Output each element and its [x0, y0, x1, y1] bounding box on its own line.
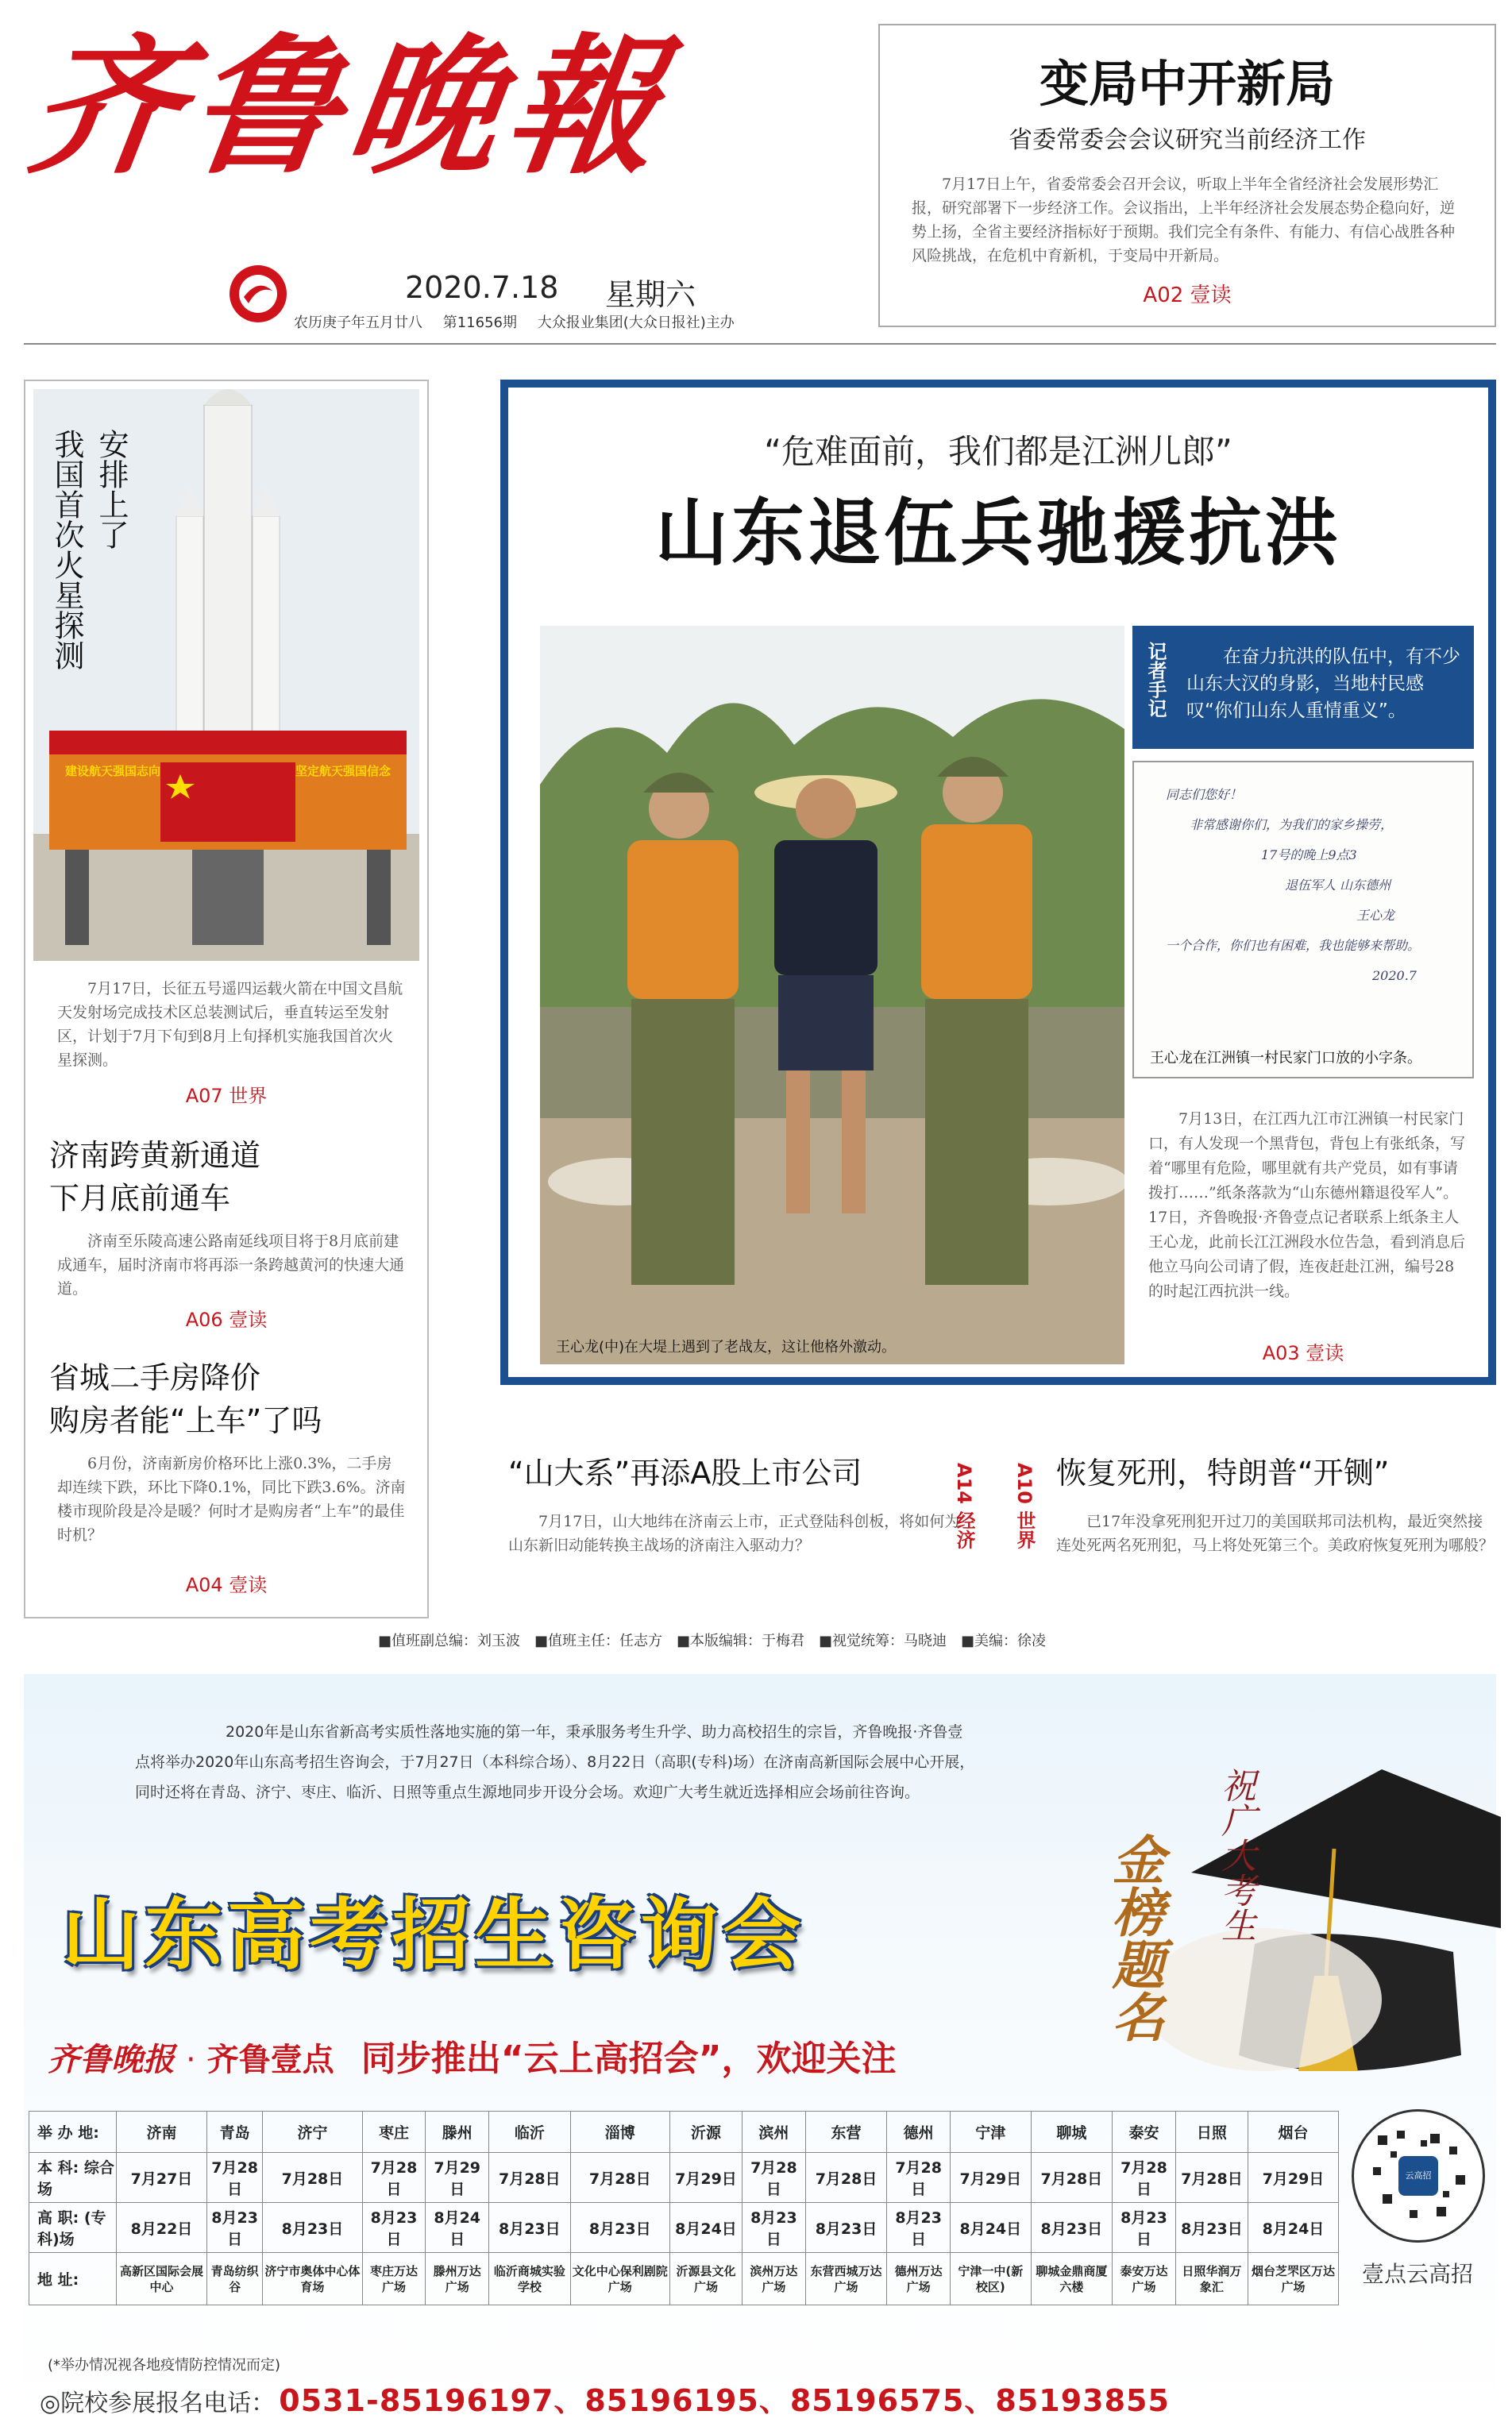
- reporter-notes: [1132, 626, 1474, 749]
- soldier-right: [921, 757, 1032, 1285]
- ad-title: 山东高考招生咨询会: [62, 1890, 806, 1981]
- left-column: [24, 380, 429, 1618]
- ad-wish: 祝广大考生: [1215, 1768, 1256, 1942]
- schedule-cell: 文化中心保利剧院广场: [570, 2253, 669, 2305]
- schedule-cell: 沂源: [669, 2112, 742, 2153]
- bridge-body: 济南至乐陵高速公路南延线项目将于8月底前建成通车，届时济南市将再添一条跨越黄河的快速大通道。: [57, 1232, 405, 1298]
- editor-credits: ■值班副总编：刘玉波 ■值班主任：任志方 ■本版编辑：于梅君 ■视觉统筹：马晓迪 ■美编：徐凌: [378, 1633, 1047, 1649]
- schedule-cell: 7月28日: [206, 2153, 262, 2203]
- schedule-cell: 8月23日: [1113, 2203, 1176, 2253]
- lunar-date: 农历庚子年五月廿八: [294, 314, 422, 331]
- schedule-row-vocational: [29, 2203, 1339, 2253]
- masthead-divider: [24, 343, 1496, 345]
- schedule-cell: 8月24日: [951, 2203, 1032, 2253]
- shanda-body: 7月17日，山大地纬在济南云上市，正式登陆科创板，将如何为山东新旧动能转换主战场的济南注入驱动力？: [508, 1513, 960, 1554]
- schedule-cell: 德州: [887, 2112, 951, 2153]
- handwriting-line: 退伍军人 山东德州: [1285, 878, 1391, 893]
- schedule-cell: 临沂: [489, 2112, 571, 2153]
- soldier-left: [627, 773, 739, 1285]
- housing-tag[interactable]: A04 壹读: [185, 1574, 268, 1596]
- schedule-cell: 滕州: [426, 2112, 489, 2153]
- shanda-story[interactable]: [508, 1448, 969, 1557]
- bridge-story[interactable]: [49, 1134, 260, 1220]
- mars-title-line-1: 安排上了: [94, 429, 129, 550]
- phone-numbers[interactable]: 0531-85196197、85196195、85196575、85193855: [279, 2383, 1170, 2418]
- schedule-cell: 8月24日: [669, 2203, 742, 2253]
- schedule-cell: 日照: [1175, 2112, 1248, 2153]
- schedule-cell: 7月28日: [1031, 2153, 1113, 2203]
- schedule-cell: 枣庄万达广场: [362, 2253, 426, 2305]
- schedule-cell: 7月28日: [1175, 2153, 1248, 2203]
- housing-body: 6月份，济南新房价格环比上涨0.3%，二手房却连续下跌，环比下降0.1%，同比下跌3.6%。济南楼市现阶段是冷是暖？何时才是购房者“上车”的最佳时机？: [57, 1455, 406, 1544]
- trump-tag[interactable]: A10 世界: [1013, 1463, 1036, 1549]
- handwritten-note-text: [1166, 780, 1452, 991]
- schedule-cell: 泰安: [1113, 2112, 1176, 2153]
- handwritten-note-caption: 王心龙在江洲镇一村民家门口放的小字条。: [1150, 1050, 1421, 1067]
- brand-qilu-yidian: 齐鲁壹点: [206, 2042, 334, 2078]
- mars-title: [49, 429, 129, 670]
- top-story-body: 7月17日上午，省委常委会召开会议，听取上半年全省经济社会发展形势汇报，研究部署下一步经济工作。会议指出，上半年经济社会发展态势企稳向好，逆势上扬，全省主要经济指标好于预期。我们完全有条件、有能力、有信心战胜各种风险挑战，在危机中育新机，于变局中开新局。: [912, 176, 1456, 264]
- reporter-notes-text: 在奋力抗洪的队伍中，有不少山东大汉的身影，当地村民感叹“你们山东人重情重义”。: [1186, 646, 1460, 721]
- schedule-cell: 聊城金鼎商厦六楼: [1031, 2253, 1113, 2305]
- issue-number: 第11656期: [442, 314, 517, 331]
- schedule-cell: 8月23日: [206, 2203, 262, 2253]
- schedule-row-label: 地 址:: [29, 2253, 117, 2305]
- schedule-cell: 8月23日: [1175, 2203, 1248, 2253]
- qr-label: 壹点云高招: [1361, 2261, 1473, 2287]
- schedule-cell: 德州万达广场: [887, 2253, 951, 2305]
- top-story-box[interactable]: [878, 24, 1496, 327]
- newspaper-logo: 齐鲁晚報: [19, 19, 680, 195]
- housing-story[interactable]: [49, 1356, 322, 1442]
- handwriting-line: 2020.7: [1372, 968, 1417, 983]
- trump-body: 已17年没拿死刑犯开过刀的美国联邦司法机构，最近突然接连处死两名死刑犯，马上将处死第三个。美政府恢复死刑为哪般？: [1056, 1513, 1495, 1554]
- schedule-cell: 8月23日: [742, 2203, 806, 2253]
- handwriting-line: 王心龙: [1356, 908, 1395, 923]
- feature-body: 7月13日，在江西九江市江洲镇一村民家门口，有人发现一个黑背包，背包上有张纸条，写着“哪里有危险，哪里就有共产党员，如有事请拨打……”纸条落款为“山东德州籍退役军人”。17日，齐鲁晚报·齐鲁壹点记者联系上纸条主人王心龙，此前长江江洲段水位告急，看到消息后他立马向公司请了假，连夜赶赴江洲，编号28的时起江西抗洪一线。: [1148, 1110, 1466, 1300]
- schedule-row-label: 举 办 地:: [29, 2112, 117, 2153]
- feature-story[interactable]: [500, 380, 1496, 1385]
- qr-inner-label: 云高招: [1405, 2170, 1432, 2181]
- gaokao-ad[interactable]: [24, 1674, 1496, 2420]
- schedule-row-undergrad: [29, 2153, 1339, 2203]
- bridge-tag[interactable]: A06 壹读: [185, 1309, 268, 1331]
- schedule-cell: 宁津: [951, 2112, 1032, 2153]
- shanda-title: “山大系”再添A股上市公司: [508, 1456, 862, 1491]
- shanda-tag[interactable]: A14 经济: [953, 1463, 975, 1549]
- housing-title-line-2: 购房者能“上车”了吗: [49, 1403, 322, 1438]
- schedule-cell: 烟台芝罘区万达广场: [1248, 2253, 1338, 2305]
- schedule-cell: 8月23日: [489, 2203, 571, 2253]
- schedule-cell: 7月28日: [887, 2153, 951, 2203]
- schedule-cell: 聊城: [1031, 2112, 1113, 2153]
- mars-title-line-2: 我国首次火星探测: [49, 429, 84, 670]
- schedule-cell: 青岛纺织谷: [206, 2253, 262, 2305]
- schedule-cell: 8月23日: [362, 2203, 426, 2253]
- top-story-tag[interactable]: A02 壹读: [1143, 284, 1232, 307]
- schedule-cell: 7月29日: [951, 2153, 1032, 2203]
- schedule-cell: 7月27日: [117, 2153, 207, 2203]
- issue-meta: [294, 311, 735, 332]
- schedule-cell: 8月23日: [1031, 2203, 1113, 2253]
- schedule-cell: 济宁: [263, 2112, 362, 2153]
- brand-qilu-wanbao: 齐鲁晚报: [48, 2041, 175, 2078]
- handwriting-line: 一个合作，你们也有困难，我也能够来帮助。: [1166, 938, 1421, 953]
- schedule-cell: 8月23日: [805, 2203, 887, 2253]
- ad-wish-calligraphy: 金榜题名: [1103, 1833, 1165, 2042]
- bridge-title-line-1: 济南跨黄新通道: [49, 1138, 261, 1173]
- schedule-cell: 7月29日: [426, 2153, 489, 2203]
- housing-title-line-1: 省城二手房降价: [49, 1360, 261, 1395]
- phone-label: ◎院校参展报名电话：: [40, 2390, 276, 2417]
- feature-headline: 山东退伍兵驰援抗洪: [654, 491, 1341, 576]
- graduation-cap-art: [1120, 1738, 1501, 2103]
- schedule-cell: 8月24日: [426, 2203, 489, 2253]
- schedule-cell: 7月28日: [742, 2153, 806, 2203]
- schedule-cell: 泰安万达广场: [1113, 2253, 1176, 2305]
- ad-slogan: 同步推出“云上高招会”，欢迎关注: [361, 2039, 897, 2079]
- schedule-cell: 烟台: [1248, 2112, 1338, 2153]
- schedule-cell: 滨州万达广场: [742, 2253, 806, 2305]
- schedule-cell: 7月29日: [669, 2153, 742, 2203]
- schedule-cell: 7月28日: [570, 2153, 669, 2203]
- schedule-cell: 青岛: [206, 2112, 262, 2153]
- mars-story[interactable]: [33, 389, 419, 961]
- issue-weekday: 星期六: [605, 277, 696, 312]
- feature-tag[interactable]: A03 壹读: [1262, 1342, 1344, 1364]
- qr-code[interactable]: [1352, 2109, 1485, 2243]
- trump-story[interactable]: [1056, 1448, 1496, 1557]
- schedule-cell: 东营西城万达广场: [805, 2253, 887, 2305]
- banner-left: 建设航天强国志向: [65, 764, 161, 778]
- schedule-cell: 8月23日: [570, 2203, 669, 2253]
- issue-date: 2020.7.18: [405, 270, 559, 305]
- schedule-table: [29, 2111, 1339, 2305]
- schedule-cell: 滨州: [742, 2112, 806, 2153]
- schedule-cell: 济南: [117, 2112, 207, 2153]
- masthead: [19, 16, 874, 331]
- handwriting-line: 非常感谢你们，为我们的家乡操劳，: [1190, 817, 1394, 832]
- schedule-cell: 宁津一中(新校区): [951, 2253, 1032, 2305]
- schedule-cell: 7月28日: [362, 2153, 426, 2203]
- schedule-row-label: 高 职: (专科)场: [29, 2203, 117, 2253]
- schedule-row-label: 本 科: 综合场: [29, 2153, 117, 2203]
- schedule-cell: 7月28日: [263, 2153, 362, 2203]
- schedule-cell: 高新区国际会展中心: [117, 2253, 207, 2305]
- ad-footnote: (*举办情况视各地疫情防控情况而定): [48, 2357, 281, 2374]
- top-story-title: 变局中开新局: [1039, 55, 1335, 113]
- reporter-notes-label: 记者手记: [1144, 642, 1167, 718]
- schedule-cell: 日照华润万象汇: [1175, 2253, 1248, 2305]
- publisher: 大众报业集团(大众日报社)主办: [537, 314, 735, 331]
- mars-tag[interactable]: A07 世界: [185, 1085, 268, 1107]
- schedule-cell: 枣庄: [362, 2112, 426, 2153]
- schedule-row-cities: [29, 2112, 1339, 2153]
- schedule-cell: 8月23日: [263, 2203, 362, 2253]
- handwriting-line: 同志们您好！: [1166, 787, 1243, 802]
- feature-photo: [540, 626, 1124, 1364]
- schedule-cell: 临沂商城实验学校: [489, 2253, 571, 2305]
- top-story-subtitle: 省委常委会会议研究当前经济工作: [1009, 126, 1366, 154]
- schedule-cell: 沂源县文化广场: [669, 2253, 742, 2305]
- schedule-cell: 滕州万达广场: [426, 2253, 489, 2305]
- ad-brand-line: 齐鲁晚报 · 齐鲁壹点 同步推出“云上高招会”，欢迎关注: [48, 2030, 897, 2081]
- schedule-cell: 7月28日: [1113, 2153, 1176, 2203]
- schedule-cell: 8月22日: [117, 2203, 207, 2253]
- schedule-cell: 7月28日: [805, 2153, 887, 2203]
- handwriting-line: 17号的晚上9点3: [1261, 847, 1357, 862]
- schedule-cell: 7月28日: [489, 2153, 571, 2203]
- schedule-cell: 8月23日: [887, 2203, 951, 2253]
- logo-emblem-icon: [226, 262, 290, 329]
- bridge-title-line-2: 下月底前通车: [49, 1181, 231, 1216]
- schedule-cell: 济宁市奥体中心体育场: [263, 2253, 362, 2305]
- schedule-row-venues: [29, 2253, 1339, 2305]
- handwritten-note: [1132, 761, 1474, 1078]
- feature-quote: “危难面前，我们都是江洲儿郎”: [764, 432, 1232, 471]
- schedule-cell: 8月24日: [1248, 2203, 1338, 2253]
- trump-title: 恢复死刑，特朗普“开铡”: [1056, 1456, 1390, 1491]
- banner-right: 坚定航天强国信念: [295, 764, 392, 778]
- ad-phone-line: [40, 2376, 1170, 2420]
- schedule-cell: 7月29日: [1248, 2153, 1338, 2203]
- mars-body: 7月17日，长征五号遥四运载火箭在中国文昌航天发射场完成技术区总装测试后，垂直转运至发射区，计划于7月下旬到8月上旬择机实施我国首次火星探测。: [57, 980, 403, 1069]
- ad-intro: 2020年是山东省新高考实质性落地实施的第一年，秉承服务考生升学、助力高校招生的宗旨，齐鲁晚报·齐鲁壹点将举办2020年山东高考招生咨询会，于7月27日（本科综合场）、8月22日（高职(专科)场）在济南高新国际会展中心开展，同时还将在青岛、济宁、枣庄、临沂、日照等重点生源地同步开设分会场。欢迎广大考生就近选择相应会场前往咨询。: [135, 1723, 975, 1801]
- schedule-cell: 东营: [805, 2112, 887, 2153]
- schedule-cell: 淄博: [570, 2112, 669, 2153]
- feature-photo-caption: 王心龙(中)在大堤上遇到了老战友，这让他格外激动。: [556, 1339, 897, 1356]
